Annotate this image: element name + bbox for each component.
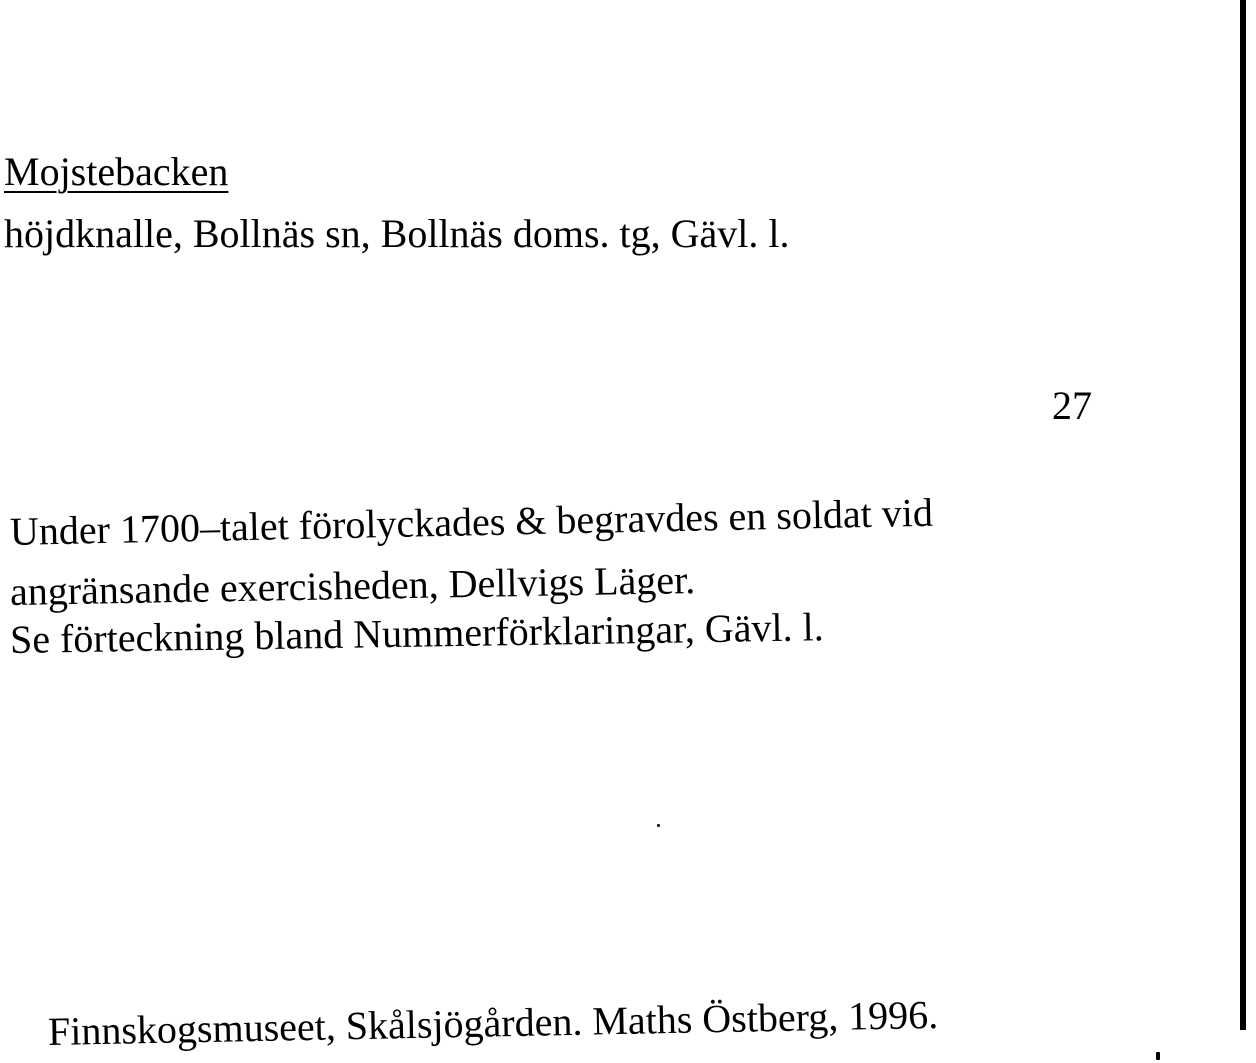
- body-line-2: angränsande exercisheden, Dellvigs Läger.: [9, 557, 696, 614]
- body-line-3: Se förteckning bland Nummerförklaringar, Gävl. l.: [9, 604, 824, 662]
- scan-speck: [1156, 1052, 1160, 1060]
- scan-speck: [657, 824, 660, 827]
- entry-subtitle: höjdknalle, Bollnäs sn, Bollnäs doms. tg, Gävl. l.: [4, 211, 790, 256]
- body-line-1: Under 1700–talet förolyckades & begravdes en soldat vid: [9, 489, 934, 554]
- entry-number: 27: [1052, 383, 1092, 428]
- footer-credit: Finnskogsmuseet, Skålsjögården. Maths Östberg, 1996.: [47, 991, 939, 1054]
- page-edge-border: [1240, 0, 1246, 1030]
- entry-title: Mojstebacken: [4, 149, 229, 194]
